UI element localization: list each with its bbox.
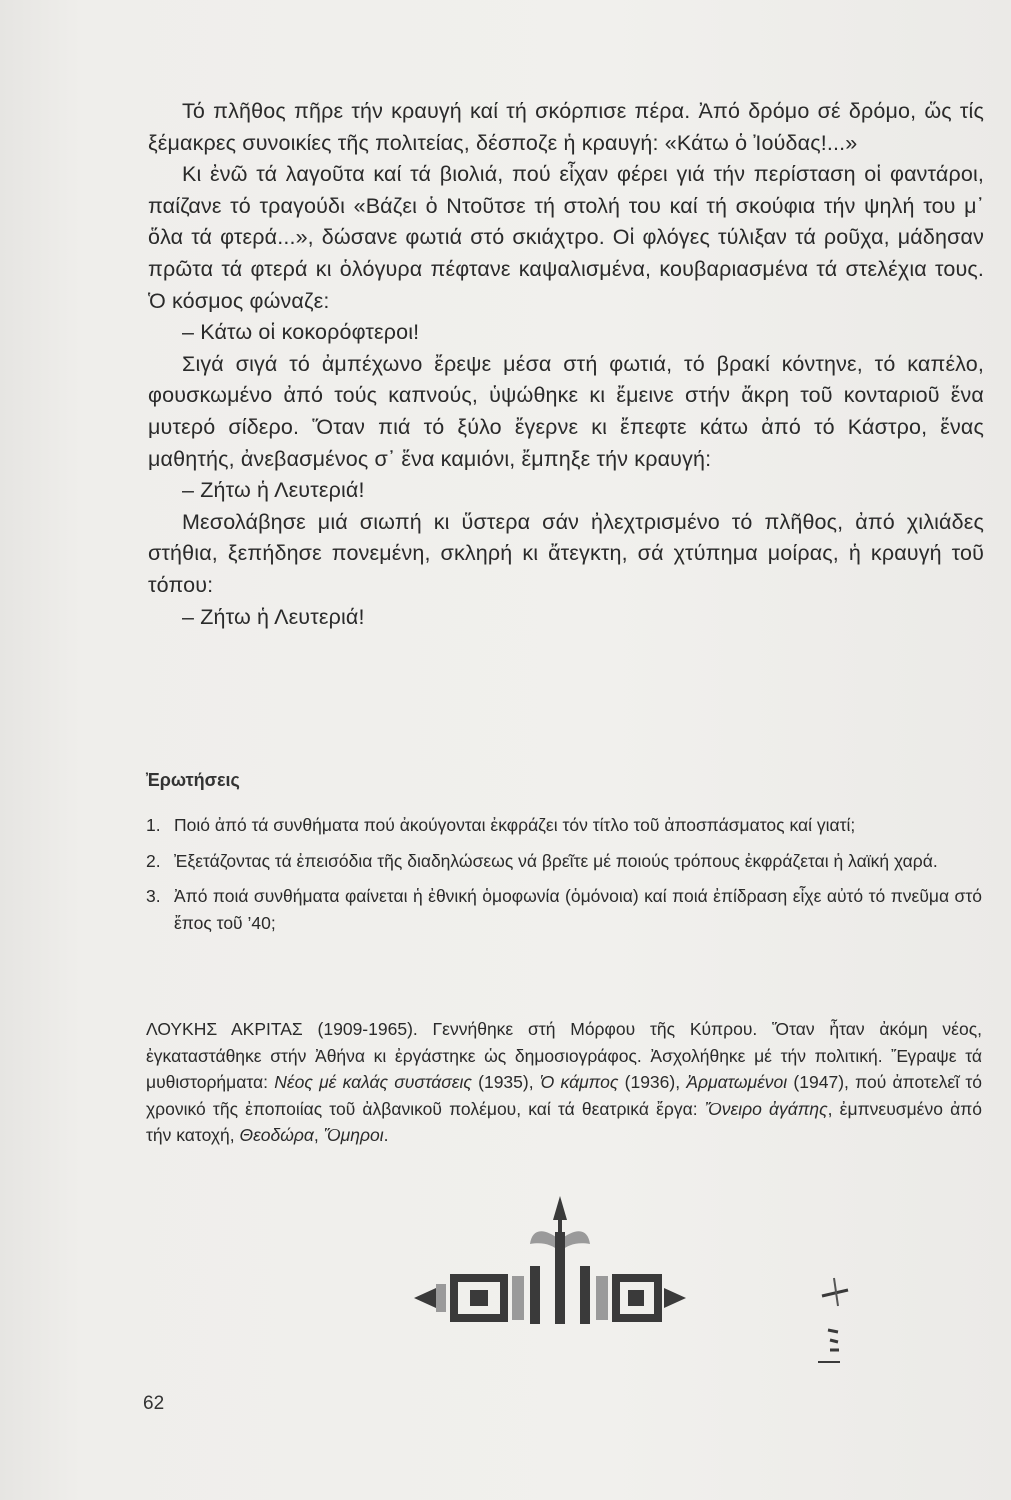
author-name: ΛΟΥΚΗΣ ΑΚΡΙΤΑΣ bbox=[146, 1019, 303, 1039]
bio-text: , bbox=[313, 1125, 324, 1145]
work-title: Ἀρματωμένοι bbox=[686, 1072, 788, 1092]
paragraph-3: Σιγά σιγά τό ἀμπέχωνο ἔρεψε μέσα στή φωτιά, τό βρακί κόντηνε, τό καπέλο, φουσκωμένο ἀπό τούς καπνούς, ὑψώθηκε κι ἔμεινε στήν ἄκρη τοῦ κονταριοῦ ἕνα μυτερό σίδερο. Ὅταν πιά τό ξύλο ἔγερνε κι ἔπεφτε κάτω ἀπό τό Κάστρο, ἕνας μαθητής, ἀνεβασμένος σ᾽ ἕνα καμιόνι, ἔμπηξε τήν κραυγή: bbox=[148, 351, 984, 471]
page-number: 62 bbox=[143, 1393, 165, 1414]
question-text: Ποιό ἀπό τά συνθήματα πού ἀκούγονται ἐκφράζει τόν τίτλο τοῦ ἀποσπάσματος καί γιατί; bbox=[174, 815, 856, 835]
question-item bbox=[146, 848, 982, 875]
question-number: 1. bbox=[146, 815, 161, 835]
work-title: Ὁ κάμπος bbox=[539, 1072, 619, 1092]
question-item bbox=[146, 883, 982, 936]
folk-ornament-icon bbox=[410, 1196, 690, 1326]
slogan-line-1: – Κάτω οἱ κοκορόφτεροι! bbox=[182, 320, 420, 345]
question-number: 3. bbox=[146, 886, 161, 906]
work-title: Θεοδώρα bbox=[239, 1125, 314, 1145]
bio-text: , ἐμπνευσμένο ἀπό τήν κατοχή, bbox=[146, 1098, 983, 1145]
question-item bbox=[146, 812, 982, 839]
author-biography bbox=[146, 1016, 982, 1149]
question-number: 2. bbox=[146, 850, 161, 871]
bio-text: (1909-1965). Γεννήθηκε στή Μόρφου τῆς Κύπρου. Ὅταν ἦταν ἀκόμη νέος, ἐγκαταστάθηκε στήν Ἀθήνα κι ἐργάστηκε ὡς δημοσιογράφος. Ἀσχολήθηκε μέ τήν πολιτική. Ἔγραψε τά μυθιστορήματα: bbox=[146, 1019, 983, 1092]
question-text: Ἐξετάζοντας τά ἐπεισόδια τῆς διαδηλώσεως νά βρεῖτε μέ ποιούς τρόπους ἐκφράζεται ἡ λαϊκή χαρά. bbox=[174, 850, 938, 871]
question-text: Ἀπό ποιά συνθήματα φαίνεται ἡ ἐθνική ὁμοφωνία (ὁμόνοια) καί ποιά ἐπίδραση εἶχε αὐτό τό πνεῦμα στό ἔπος τοῦ ’40; bbox=[174, 886, 982, 933]
bio-text: (1935), bbox=[471, 1072, 540, 1092]
bio-text: (1936), bbox=[618, 1072, 687, 1092]
questions-list bbox=[146, 812, 982, 945]
paragraph-4: Μεσολάβησε μιά σιωπή κι ὕστερα σάν ἠλεχτρισμένο τό πλῆθος, ἀπό χιλιάδες στήθια, ξεπήδησε πονεμένη, σκληρή κι ἄτεγκτη, σά χτύπημα μοίρας, ἡ κραυγή τοῦ τόπου: bbox=[148, 509, 984, 597]
story-excerpt bbox=[148, 96, 984, 633]
work-title: Ὅμηροι bbox=[323, 1125, 384, 1145]
work-title: Νέος μέ καλάς συστάσεις bbox=[274, 1072, 472, 1092]
paragraph-2: Κι ἐνῶ τά λαγοῦτα καί τά βιολιά, πού εἶχαν φέρει γιά τήν περίσταση οἱ φαντάροι, παίζανε τό τραγούδι «Βάζει ὁ Ντοῦτσε τή στολή του καί τή σκούφια τήν ψηλή του μ᾽ ὅλα τά φτερά...», δώσανε φωτιά στό σκιάχτρο. Οἱ φλόγες τύλιξαν τά ροῦχα, μάδησαν πρῶτα τά φτερά κι ὁλόγυρα πέφτανε καψαλισμένα, κουβαριασμένα τά στελέχια τους. Ὁ κόσμος φώναζε: bbox=[148, 162, 984, 313]
paragraph-1: Τό πλῆθος πῆρε τήν κραυγή καί τή σκόρπισε πέρα. Ἀπό δρόμο σέ δρόμο, ὥς τίς ξέμακρες συνοικίες τῆς πολιτείας, δέσποζε ἡ κραυγή: «Κάτω ὁ Ἰούδας!...» bbox=[148, 99, 984, 155]
margin-marks-icon bbox=[808, 1250, 868, 1380]
slogan-line-3: – Ζήτω ἡ Λευτεριά! bbox=[182, 604, 365, 629]
bio-text: (1947), πού ἀποτελεῖ τό χρονικό τῆς ἐποποιίας τοῦ ἀλβανικοῦ πολέμου, καί τά θεατρικά ἔργα: bbox=[146, 1072, 982, 1119]
slogan-line-2: – Ζήτω ἡ Λευτεριά! bbox=[182, 478, 365, 503]
bio-text: . bbox=[383, 1125, 389, 1145]
work-title: Ὄνειρο ἀγάπης bbox=[704, 1098, 828, 1119]
questions-heading: Ἐρωτήσεις bbox=[146, 770, 240, 790]
